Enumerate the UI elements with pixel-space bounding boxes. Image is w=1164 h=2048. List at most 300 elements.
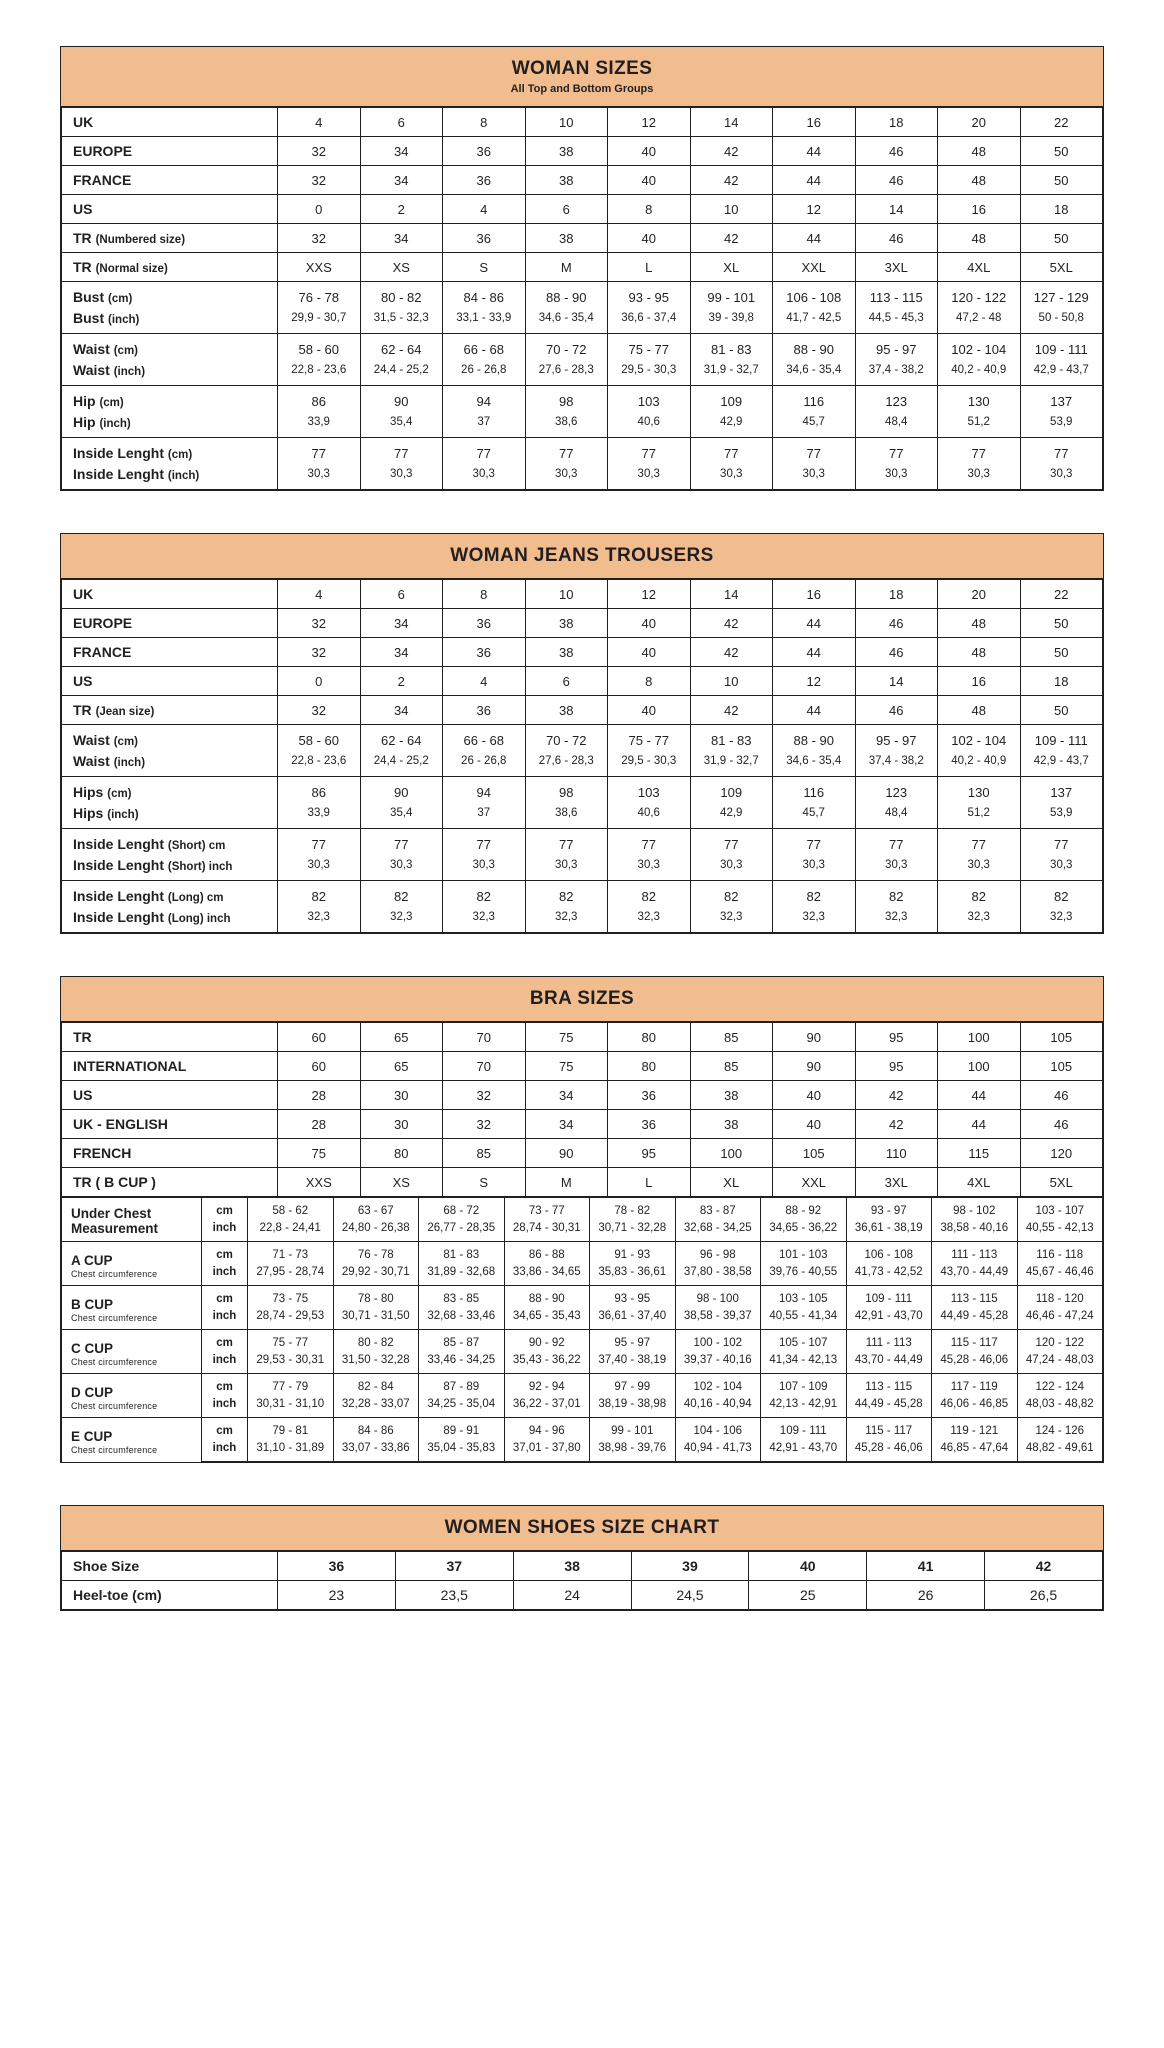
table-row bbox=[62, 253, 1103, 282]
row-label: Heel-toe (cm) bbox=[62, 1581, 278, 1610]
bra-sizes-title: BRA SIZES bbox=[529, 988, 635, 1009]
table-row bbox=[62, 1110, 1103, 1139]
row-label: FRANCE bbox=[62, 638, 278, 667]
row-label: Hip (cm) bbox=[62, 386, 278, 413]
cell: 6 bbox=[360, 580, 443, 609]
table-row bbox=[62, 282, 1103, 309]
cell: 26 - 26,8 bbox=[443, 360, 526, 386]
cell: 46 bbox=[855, 638, 938, 667]
table-row bbox=[62, 1081, 1103, 1110]
table-row bbox=[62, 195, 1103, 224]
cell: 80 bbox=[608, 1023, 691, 1052]
cell: XXS bbox=[278, 1168, 361, 1197]
cell: 95 - 97 bbox=[855, 725, 938, 752]
cell: 45,7 bbox=[773, 412, 856, 438]
cell: 22,8 - 23,6 bbox=[278, 360, 361, 386]
cell: 84 - 86 bbox=[443, 282, 526, 309]
cell: 3XL bbox=[855, 253, 938, 282]
cell: 41 bbox=[867, 1552, 985, 1581]
cell: 32,3 bbox=[278, 907, 361, 933]
cell: 12 bbox=[608, 108, 691, 137]
cell: 127 - 129 bbox=[1020, 282, 1103, 309]
cell: 23,5 bbox=[395, 1581, 513, 1610]
cell: 46,06 - 46,85 bbox=[932, 1396, 1018, 1418]
cell: 130 bbox=[938, 386, 1021, 413]
cell: 137 bbox=[1020, 777, 1103, 804]
row-label: B CUP Chest circumference bbox=[62, 1286, 202, 1330]
cell: 77 bbox=[690, 438, 773, 465]
cell: 30,3 bbox=[360, 855, 443, 881]
row-label: INTERNATIONAL bbox=[62, 1052, 278, 1081]
cell: 30,3 bbox=[443, 464, 526, 490]
cell: 100 bbox=[938, 1052, 1021, 1081]
cell: 81 - 83 bbox=[419, 1242, 505, 1265]
cell: 39 - 39,8 bbox=[690, 308, 773, 334]
cell: 18 bbox=[1020, 667, 1103, 696]
cell: M bbox=[525, 253, 608, 282]
row-label: TR ( B CUP ) bbox=[62, 1168, 278, 1197]
unit-cell: cm bbox=[202, 1374, 248, 1397]
cell: 8 bbox=[608, 195, 691, 224]
cell: 75 - 77 bbox=[248, 1330, 334, 1353]
cell: 32 bbox=[278, 638, 361, 667]
table-row bbox=[62, 412, 1103, 438]
cell: 40 bbox=[773, 1081, 856, 1110]
cell: 77 bbox=[1020, 438, 1103, 465]
cell: 93 - 97 bbox=[846, 1198, 932, 1221]
cell: 22 bbox=[1020, 580, 1103, 609]
cell: XXL bbox=[773, 1168, 856, 1197]
row-label: Waist (inch) bbox=[62, 360, 278, 386]
cell: 8 bbox=[608, 667, 691, 696]
cell: 83 - 87 bbox=[675, 1198, 761, 1221]
cell: 93 - 95 bbox=[590, 1286, 676, 1309]
cell: 78 - 82 bbox=[590, 1198, 676, 1221]
women-shoes-title: WOMEN SHOES SIZE CHART bbox=[444, 1517, 720, 1538]
row-label: UK bbox=[62, 108, 278, 137]
cell: 77 bbox=[360, 829, 443, 856]
cell: 44 bbox=[773, 609, 856, 638]
cell: 35,43 - 36,22 bbox=[504, 1352, 590, 1374]
cell: 10 bbox=[690, 667, 773, 696]
cell: 42,9 - 43,7 bbox=[1020, 751, 1103, 777]
cell: 26,77 - 28,35 bbox=[419, 1220, 505, 1242]
cell: 85 - 87 bbox=[419, 1330, 505, 1353]
cell: 46 bbox=[855, 166, 938, 195]
cell: 40 bbox=[608, 696, 691, 725]
table-row bbox=[62, 881, 1103, 908]
cell: 88 - 90 bbox=[504, 1286, 590, 1309]
cell: 38 bbox=[690, 1110, 773, 1139]
cell: 98 bbox=[525, 777, 608, 804]
cell: 63 - 67 bbox=[333, 1198, 419, 1221]
table-row bbox=[62, 1440, 1103, 1462]
cell: 77 bbox=[938, 438, 1021, 465]
cell: 2 bbox=[360, 667, 443, 696]
cell: 31,89 - 32,68 bbox=[419, 1264, 505, 1286]
cell: 105 - 107 bbox=[761, 1330, 847, 1353]
table-row bbox=[62, 855, 1103, 881]
cell: 32 bbox=[278, 696, 361, 725]
cell: 46 bbox=[855, 696, 938, 725]
cell: 10 bbox=[690, 195, 773, 224]
cell: 36 bbox=[278, 1552, 396, 1581]
cell: XS bbox=[360, 253, 443, 282]
row-label: Inside Lenght (Long) cm bbox=[62, 881, 278, 908]
cell: 42 bbox=[690, 137, 773, 166]
cell: 36 bbox=[443, 137, 526, 166]
cell: 23 bbox=[278, 1581, 396, 1610]
cell: 103 - 107 bbox=[1017, 1198, 1103, 1221]
cell: 90 - 92 bbox=[504, 1330, 590, 1353]
table-row bbox=[62, 464, 1103, 490]
cell: 75 - 77 bbox=[608, 725, 691, 752]
cell: 35,83 - 36,61 bbox=[590, 1264, 676, 1286]
cell: 30,3 bbox=[360, 464, 443, 490]
cell: 119 - 121 bbox=[932, 1418, 1018, 1441]
cell: XXL bbox=[773, 253, 856, 282]
cell: 38 bbox=[525, 224, 608, 253]
cell: 95 bbox=[855, 1052, 938, 1081]
cell: 40,55 - 42,13 bbox=[1017, 1220, 1103, 1242]
cell: 30,3 bbox=[443, 855, 526, 881]
row-label: Waist (inch) bbox=[62, 751, 278, 777]
cell: 33,07 - 33,86 bbox=[333, 1440, 419, 1462]
cell: 120 - 122 bbox=[1017, 1330, 1103, 1353]
cell: 30,3 bbox=[938, 855, 1021, 881]
woman-jeans-header bbox=[61, 534, 1103, 579]
cell: 24,4 - 25,2 bbox=[360, 751, 443, 777]
cell: L bbox=[608, 1168, 691, 1197]
row-label: A CUP Chest circumference bbox=[62, 1242, 202, 1286]
row-label: Waist (cm) bbox=[62, 725, 278, 752]
row-label: TR (Numbered size) bbox=[62, 224, 278, 253]
cell: 46 bbox=[1020, 1110, 1103, 1139]
cell: 45,28 - 46,06 bbox=[846, 1440, 932, 1462]
cell: 95 - 97 bbox=[855, 334, 938, 361]
cell: 66 - 68 bbox=[443, 334, 526, 361]
unit-cell: inch bbox=[202, 1308, 248, 1330]
cell: 51,2 bbox=[938, 803, 1021, 829]
cell: 32,3 bbox=[690, 907, 773, 933]
cell: 78 - 80 bbox=[333, 1286, 419, 1309]
table-row bbox=[62, 609, 1103, 638]
cell: 22 bbox=[1020, 108, 1103, 137]
cell: 30,71 - 31,50 bbox=[333, 1308, 419, 1330]
cell: XL bbox=[690, 253, 773, 282]
unit-cell: inch bbox=[202, 1264, 248, 1286]
cell: 37 bbox=[443, 412, 526, 438]
cell: 76 - 78 bbox=[333, 1242, 419, 1265]
cell: 42 bbox=[690, 609, 773, 638]
cell: 90 bbox=[773, 1023, 856, 1052]
cell: 58 - 62 bbox=[248, 1198, 334, 1221]
cell: 99 - 101 bbox=[590, 1418, 676, 1441]
cell: 28 bbox=[278, 1110, 361, 1139]
cell: 37,40 - 38,19 bbox=[590, 1352, 676, 1374]
cell: 42 bbox=[855, 1110, 938, 1139]
cell: 36 bbox=[608, 1110, 691, 1139]
table-row bbox=[62, 224, 1103, 253]
row-label: FRENCH bbox=[62, 1139, 278, 1168]
cell: 77 bbox=[360, 438, 443, 465]
cell: 36 bbox=[443, 166, 526, 195]
cell: 115 - 117 bbox=[846, 1418, 932, 1441]
cell: 16 bbox=[773, 108, 856, 137]
cell: 95 - 97 bbox=[590, 1330, 676, 1353]
row-label: US bbox=[62, 667, 278, 696]
cell: 77 bbox=[938, 829, 1021, 856]
cell: 77 bbox=[773, 438, 856, 465]
cell: 4XL bbox=[938, 1168, 1021, 1197]
cell: 75 bbox=[525, 1023, 608, 1052]
cell: 30,3 bbox=[773, 855, 856, 881]
cell: 103 bbox=[608, 777, 691, 804]
cell: 106 - 108 bbox=[773, 282, 856, 309]
cell: 92 - 94 bbox=[504, 1374, 590, 1397]
cell: 104 - 106 bbox=[675, 1418, 761, 1441]
cell: 95 bbox=[855, 1023, 938, 1052]
cell: 29,53 - 30,31 bbox=[248, 1352, 334, 1374]
cell: 32,3 bbox=[525, 907, 608, 933]
table-row bbox=[62, 725, 1103, 752]
cell: 18 bbox=[855, 108, 938, 137]
cell: 70 - 72 bbox=[525, 334, 608, 361]
cell: 109 - 111 bbox=[846, 1286, 932, 1309]
cell: 70 bbox=[443, 1023, 526, 1052]
cell: 76 - 78 bbox=[278, 282, 361, 309]
unit-cell: inch bbox=[202, 1396, 248, 1418]
cell: 38 bbox=[525, 166, 608, 195]
cell: 50 bbox=[1020, 137, 1103, 166]
cell: 36 bbox=[443, 696, 526, 725]
cell: 45,28 - 46,06 bbox=[932, 1352, 1018, 1374]
cell: 113 - 115 bbox=[846, 1374, 932, 1397]
cell: 41,7 - 42,5 bbox=[773, 308, 856, 334]
table-row bbox=[62, 696, 1103, 725]
cell: 116 bbox=[773, 777, 856, 804]
row-label: UK - ENGLISH bbox=[62, 1110, 278, 1139]
row-label: Bust (inch) bbox=[62, 308, 278, 334]
cell: 86 bbox=[278, 386, 361, 413]
cell: 32 bbox=[443, 1110, 526, 1139]
cell: 113 - 115 bbox=[855, 282, 938, 309]
table-row bbox=[62, 667, 1103, 696]
cell: 98 bbox=[525, 386, 608, 413]
cell: 34,65 - 35,43 bbox=[504, 1308, 590, 1330]
cell: 48 bbox=[938, 224, 1021, 253]
cell: 45,7 bbox=[773, 803, 856, 829]
cell: 37,4 - 38,2 bbox=[855, 360, 938, 386]
cell: 115 bbox=[938, 1139, 1021, 1168]
cell: 77 bbox=[855, 829, 938, 856]
cell: 38 bbox=[525, 696, 608, 725]
cell: 32 bbox=[278, 609, 361, 638]
cell: 4 bbox=[443, 667, 526, 696]
cell: 30,3 bbox=[855, 464, 938, 490]
cell: 22,8 - 24,41 bbox=[248, 1220, 334, 1242]
cell: 77 bbox=[690, 829, 773, 856]
cell: 27,6 - 28,3 bbox=[525, 360, 608, 386]
cell: 109 - 111 bbox=[1020, 334, 1103, 361]
cell: 44,5 - 45,3 bbox=[855, 308, 938, 334]
cell: 35,4 bbox=[360, 803, 443, 829]
table-row bbox=[62, 1581, 1103, 1610]
cell: 130 bbox=[938, 777, 1021, 804]
table-row bbox=[62, 638, 1103, 667]
cell: 90 bbox=[360, 386, 443, 413]
row-label: US bbox=[62, 195, 278, 224]
cell: 40,16 - 40,94 bbox=[675, 1396, 761, 1418]
cell: 46 bbox=[855, 224, 938, 253]
cell: 22,8 - 23,6 bbox=[278, 751, 361, 777]
cell: 31,10 - 31,89 bbox=[248, 1440, 334, 1462]
cell: 36 bbox=[443, 609, 526, 638]
row-label: Hips (inch) bbox=[62, 803, 278, 829]
cell: 42 bbox=[985, 1552, 1103, 1581]
cell: 73 - 77 bbox=[504, 1198, 590, 1221]
cell: 38 bbox=[690, 1081, 773, 1110]
woman-jeans-table bbox=[61, 579, 1103, 933]
row-label: FRANCE bbox=[62, 166, 278, 195]
cell: 43,70 - 44,49 bbox=[932, 1264, 1018, 1286]
row-label: Bust (cm) bbox=[62, 282, 278, 309]
cell: 47,24 - 48,03 bbox=[1017, 1352, 1103, 1374]
cell: 62 - 64 bbox=[360, 725, 443, 752]
cell: 86 bbox=[278, 777, 361, 804]
cell: 24,4 - 25,2 bbox=[360, 360, 443, 386]
cell: 75 bbox=[525, 1052, 608, 1081]
cell: 40 bbox=[749, 1552, 867, 1581]
cell: 98 - 100 bbox=[675, 1286, 761, 1309]
cell: 105 bbox=[773, 1139, 856, 1168]
table-row bbox=[62, 1330, 1103, 1353]
cell: 70 - 72 bbox=[525, 725, 608, 752]
cell: 34,6 - 35,4 bbox=[773, 360, 856, 386]
cell: 42,9 - 43,7 bbox=[1020, 360, 1103, 386]
unit-cell: inch bbox=[202, 1440, 248, 1462]
cell: 98 - 102 bbox=[932, 1198, 1018, 1221]
cell: 40 bbox=[608, 137, 691, 166]
cell: 20 bbox=[938, 580, 1021, 609]
unit-cell: cm bbox=[202, 1242, 248, 1265]
cell: 32,3 bbox=[1020, 907, 1103, 933]
cell: 40 bbox=[608, 224, 691, 253]
cell: 33,1 - 33,9 bbox=[443, 308, 526, 334]
cell: 77 bbox=[278, 829, 361, 856]
cell: 34,6 - 35,4 bbox=[773, 751, 856, 777]
cell: 70 bbox=[443, 1052, 526, 1081]
table-row bbox=[62, 751, 1103, 777]
cell: 39,76 - 40,55 bbox=[761, 1264, 847, 1286]
cell: 40,6 bbox=[608, 803, 691, 829]
cell: 32,3 bbox=[938, 907, 1021, 933]
cell: 26,5 bbox=[985, 1581, 1103, 1610]
cell: 32 bbox=[278, 166, 361, 195]
cell: 8 bbox=[443, 108, 526, 137]
cell: 37 bbox=[395, 1552, 513, 1581]
cell: 28 bbox=[278, 1081, 361, 1110]
cell: 102 - 104 bbox=[938, 334, 1021, 361]
cell: 82 bbox=[1020, 881, 1103, 908]
cell: 102 - 104 bbox=[938, 725, 1021, 752]
cell: 32,68 - 34,25 bbox=[675, 1220, 761, 1242]
cell: 36,61 - 38,19 bbox=[846, 1220, 932, 1242]
table-row bbox=[62, 1220, 1103, 1242]
cell: 77 bbox=[773, 829, 856, 856]
cell: 37,01 - 37,80 bbox=[504, 1440, 590, 1462]
table-row bbox=[62, 829, 1103, 856]
cell: 29,5 - 30,3 bbox=[608, 360, 691, 386]
woman-sizes-card bbox=[60, 46, 1104, 491]
cell: 85 bbox=[690, 1052, 773, 1081]
cell: 33,86 - 34,65 bbox=[504, 1264, 590, 1286]
cell: 85 bbox=[443, 1139, 526, 1168]
cell: 2 bbox=[360, 195, 443, 224]
cell: 29,9 - 30,7 bbox=[278, 308, 361, 334]
cell: 42 bbox=[690, 696, 773, 725]
cell: 71 - 73 bbox=[248, 1242, 334, 1265]
cell: 77 bbox=[278, 438, 361, 465]
cell: 100 bbox=[690, 1139, 773, 1168]
cell: 8 bbox=[443, 580, 526, 609]
cell: 16 bbox=[938, 667, 1021, 696]
bra-measurements-table bbox=[61, 1197, 1103, 1462]
cell: 58 - 60 bbox=[278, 334, 361, 361]
cell: 46,85 - 47,64 bbox=[932, 1440, 1018, 1462]
cell: 77 bbox=[443, 438, 526, 465]
unit-cell: inch bbox=[202, 1352, 248, 1374]
row-label: EUROPE bbox=[62, 609, 278, 638]
cell: 35,04 - 35,83 bbox=[419, 1440, 505, 1462]
cell: 60 bbox=[278, 1052, 361, 1081]
cell: 40,55 - 41,34 bbox=[761, 1308, 847, 1330]
cell: 31,9 - 32,7 bbox=[690, 751, 773, 777]
cell: 36 bbox=[443, 638, 526, 667]
cell: 77 bbox=[525, 438, 608, 465]
row-label: Hips (cm) bbox=[62, 777, 278, 804]
cell: 30,3 bbox=[938, 464, 1021, 490]
cell: 48 bbox=[938, 696, 1021, 725]
cell: 33,46 - 34,25 bbox=[419, 1352, 505, 1374]
row-label: Inside Lenght (Short) inch bbox=[62, 855, 278, 881]
cell: 105 bbox=[1020, 1023, 1103, 1052]
cell: 32 bbox=[278, 224, 361, 253]
table-row bbox=[62, 1264, 1103, 1286]
cell: 80 - 82 bbox=[360, 282, 443, 309]
cell: 43,70 - 44,49 bbox=[846, 1352, 932, 1374]
cell: 44 bbox=[773, 696, 856, 725]
cell: XXS bbox=[278, 253, 361, 282]
cell: 82 - 84 bbox=[333, 1374, 419, 1397]
table-row bbox=[62, 1198, 1103, 1221]
row-label: US bbox=[62, 1081, 278, 1110]
cell: 124 - 126 bbox=[1017, 1418, 1103, 1441]
table-row bbox=[62, 803, 1103, 829]
cell: 48,4 bbox=[855, 803, 938, 829]
cell: 46 bbox=[855, 609, 938, 638]
woman-jeans-title: WOMAN JEANS TROUSERS bbox=[450, 545, 714, 566]
cell: 77 bbox=[855, 438, 938, 465]
cell: 40,2 - 40,9 bbox=[938, 360, 1021, 386]
table-row bbox=[62, 137, 1103, 166]
cell: 40 bbox=[608, 638, 691, 667]
cell: 50 bbox=[1020, 609, 1103, 638]
cell: 3XL bbox=[855, 1168, 938, 1197]
row-label: UK bbox=[62, 580, 278, 609]
cell: 38,6 bbox=[525, 412, 608, 438]
cell: 16 bbox=[773, 580, 856, 609]
